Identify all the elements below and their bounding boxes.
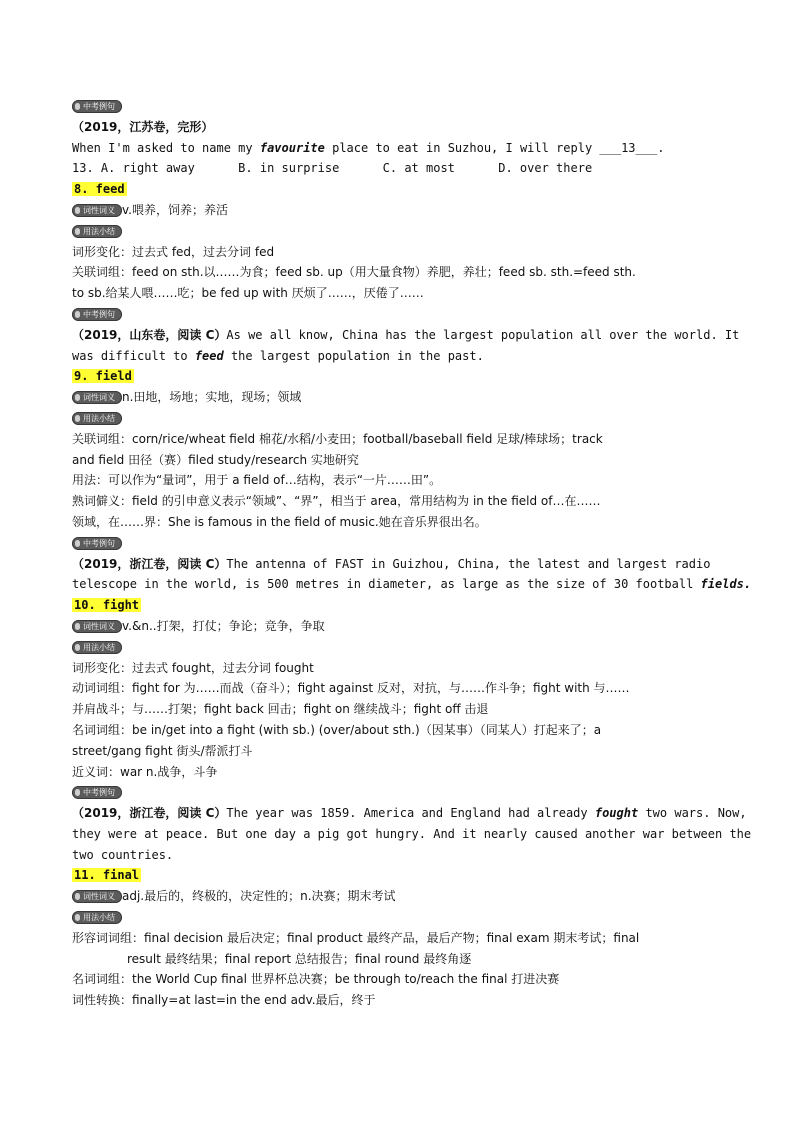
usage-line: 用法：可以作为“量词”，用于 a field of…结构，表示“一片……田”。 (72, 473, 442, 488)
phrase-line: 名词词组：be in/get into a fight (with sb.) (over/about sth.)（因某事）（同某人）打起来了；a (72, 722, 602, 737)
meaning-row: 词性词义 adj.最后的，终极的，决定性的；n.决赛；期末考试 (72, 886, 722, 907)
synonym-line: 近义词：war n.战争，斗争 (72, 764, 218, 779)
rare-meaning-line: 领域，在……界：She is famous in the field of music.她在音乐界很出名。 (72, 514, 487, 529)
usage-badge: 用法小结 (72, 911, 122, 924)
example-sentence: （2019，浙江卷，阅读 C）The antenna of FAST in Guizhou, China, the latest and largest radio (72, 556, 711, 571)
source-citation: （2019，江苏卷，完形） (72, 119, 214, 134)
meaning-row: 词性词义 v.喂养，饲养；养活 (72, 200, 722, 221)
phrase-line: result 最终结果；final report 总结报告；final round 最终角逐 (127, 951, 472, 966)
word-heading-final: 11. final (74, 868, 140, 883)
example-badge: 中考例句 (72, 100, 122, 113)
example-badge-row (72, 96, 722, 117)
meaning-badge: 词性词义 (72, 391, 122, 404)
meaning-badge: 词性词义 (72, 890, 122, 903)
conversion-line: 词性转换：finally=at last=in the end adv.最后，终于 (72, 993, 376, 1008)
rare-meaning-line: 熟词僻义：field 的引申意义表示“领域”、“界”，相当于 area，常用结构为 in the field of…在…… (72, 494, 601, 509)
phrase-line: 关联词组：corn/rice/wheat field 棉花/水稻/小麦田；football/baseball field 足球/棒球场；track (72, 431, 603, 446)
phrase-line: 名词词组：the World Cup final 世界杯总决赛；be through to/reach the final 打进决赛 (72, 972, 560, 987)
example-badge: 中考例句 (72, 786, 122, 799)
meaning-row: 词性词义 v.&n..打架，打仗；争论；竞争，争取 (72, 616, 722, 637)
usage-badge-row (72, 637, 722, 658)
example-sentence: telescope in the world, is 500 metres in diameter, as large as the size of 30 football fields. (72, 577, 752, 592)
document-page (72, 96, 752, 1011)
phrase-line: 并肩战斗；与……打架；fight back 回击；fight on 继续战斗；fight off 击退 (72, 702, 489, 717)
example-sentence: （2019，山东卷，阅读 C）As we all know, China has the largest population all over the world. It (72, 327, 740, 342)
example-sentence: was difficult to feed the largest population in the past. (72, 348, 484, 363)
usage-badge: 用法小结 (72, 412, 122, 425)
usage-badge-row (72, 907, 722, 928)
example-sentence: two countries. (72, 847, 174, 862)
example-sentence: When I'm asked to name my favourite place to eat in Suzhou, I will reply ___13___. (72, 140, 665, 155)
phrase-line: to sb.给某人喂……吃；be fed up with 厌烦了……，厌倦了…… (72, 286, 424, 301)
usage-badge-row (72, 408, 722, 429)
word-forms: 词形变化：过去式 fed，过去分词 fed (72, 244, 275, 259)
phrase-line: 形容词词组：final decision 最后决定；final product 最终产品，最后产物；final exam 期末考试；final (72, 930, 640, 945)
phrase-line: 动词词组：fight for 为……而战（奋斗）；fight against 反对，对抗，与……作斗争；fight with 与…… (72, 681, 630, 696)
example-badge-row (72, 304, 722, 325)
usage-badge-row (72, 221, 722, 242)
phrase-line: street/gang fight 街头/帮派打斗 (72, 743, 253, 758)
example-badge: 中考例句 (72, 308, 122, 321)
phrase-line: 关联词组：feed on sth.以……为食；feed sb. up（用大量食物）养肥，养壮；feed sb. sth.=feed sth. (72, 265, 636, 280)
answer-options: 13. A. right away B. in surprise C. at most D. over there (72, 161, 593, 176)
word-heading-feed: 8. feed (74, 182, 125, 197)
example-badge-row (72, 533, 722, 554)
word-heading-field: 9. field (74, 369, 132, 384)
example-badge-row (72, 782, 722, 803)
example-sentence: （2019，浙江卷，阅读 C）The year was 1859. America and England had already fought two wars. Now, (72, 806, 747, 821)
usage-badge: 用法小结 (72, 225, 122, 238)
meaning-badge: 词性词义 (72, 620, 122, 633)
example-badge: 中考例句 (72, 537, 122, 550)
example-sentence: they were at peace. But one day a pig got hungry. And it nearly caused another war between the (72, 826, 752, 841)
word-forms: 词形变化：过去式 fought，过去分词 fought (72, 660, 314, 675)
meaning-badge: 词性词义 (72, 204, 122, 217)
phrase-line: and field 田径（赛）filed study/research 实地研究 (72, 452, 359, 467)
word-heading-fight: 10. fight (74, 598, 140, 613)
meaning-row: 词性词义 n.田地，场地；实地，现场；领域 (72, 387, 722, 408)
usage-badge: 用法小结 (72, 641, 122, 654)
